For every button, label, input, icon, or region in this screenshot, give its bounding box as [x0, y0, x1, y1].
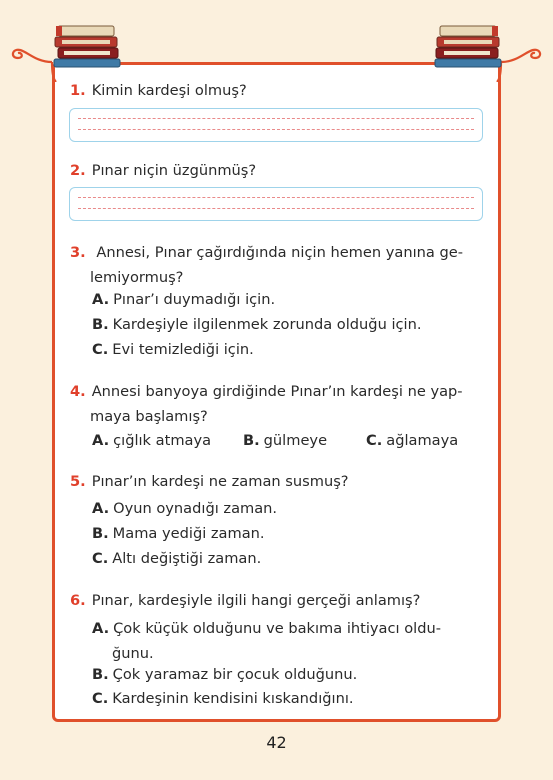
question-text-cont: lemiyormuş?	[90, 269, 184, 286]
question-text-cont: maya başlamış?	[90, 408, 208, 425]
question-text: Kimin kardeşi olmuş?	[91, 82, 247, 99]
option-4c[interactable]	[366, 428, 458, 453]
question-number: 5.	[70, 473, 86, 490]
option-6a[interactable]	[92, 616, 482, 666]
option-5b[interactable]	[92, 521, 265, 546]
option-letter: A.	[92, 500, 110, 517]
option-text: Oyun oynadığı zaman.	[113, 500, 278, 517]
option-letter: B.	[243, 432, 260, 449]
page-number: 42	[266, 733, 287, 752]
option-6b[interactable]	[92, 662, 357, 687]
question-number: 6.	[70, 592, 86, 609]
option-letter: C.	[366, 432, 383, 449]
question-1	[70, 78, 490, 103]
option-5c[interactable]	[92, 546, 261, 571]
question-number: 3.	[70, 244, 86, 261]
option-letter: C.	[92, 341, 109, 358]
option-text: Evi temizlediği için.	[112, 341, 254, 358]
option-text: gülmeye	[263, 432, 328, 449]
question-text: Pınar, kardeşiyle ilgili hangi gerçeği anlamış?	[91, 592, 421, 609]
option-text: Pınar’ı duymadığı için.	[113, 291, 276, 308]
question-6	[70, 588, 490, 613]
book-stack-icon	[432, 22, 504, 68]
option-letter: B.	[92, 316, 109, 333]
option-text: çığlık atmaya	[113, 432, 212, 449]
option-letter: C.	[92, 550, 109, 567]
question-number: 2.	[70, 162, 86, 179]
option-text: ağlamaya	[386, 432, 459, 449]
option-letter: B.	[92, 525, 109, 542]
question-3	[70, 240, 490, 290]
question-text: Pınar niçin üzgünmüş?	[91, 162, 257, 179]
option-3b[interactable]	[92, 312, 421, 337]
option-4a[interactable]	[92, 428, 211, 453]
option-text: Kardeşinin kendisini kıskandığını.	[112, 690, 354, 707]
question-5	[70, 469, 490, 494]
option-4b[interactable]	[243, 428, 327, 453]
question-text: Annesi, Pınar çağırdığında niçin hemen yanına ge-	[91, 244, 463, 261]
option-3c[interactable]	[92, 337, 254, 362]
question-4	[70, 379, 490, 429]
question-text: Annesi banyoya girdiğinde Pınar’ın kardeşi ne yap-	[91, 383, 463, 400]
option-text-cont: ğunu.	[112, 645, 154, 662]
option-text: Çok yaramaz bir çocuk olduğunu.	[112, 666, 358, 683]
question-number: 4.	[70, 383, 86, 400]
option-text: Kardeşiyle ilgilenmek zorunda olduğu için.	[112, 316, 422, 333]
option-letter: A.	[92, 620, 110, 637]
option-5a[interactable]	[92, 496, 277, 521]
question-text: Pınar’ın kardeşi ne zaman susmuş?	[91, 473, 349, 490]
option-letter: A.	[92, 432, 110, 449]
option-6c[interactable]	[92, 686, 354, 711]
question-number: 1.	[70, 82, 86, 99]
option-text: Çok küçük olduğunu ve bakıma ihtiyacı oldu-	[113, 620, 441, 637]
book-stack-icon	[52, 22, 124, 68]
option-text: Mama yediği zaman.	[112, 525, 265, 542]
answer-field-2[interactable]	[69, 187, 483, 221]
option-letter: B.	[92, 666, 109, 683]
option-3a[interactable]	[92, 287, 275, 312]
question-2	[70, 158, 490, 183]
option-text: Altı değiştiği zaman.	[112, 550, 262, 567]
answer-field-1[interactable]	[69, 108, 483, 142]
option-letter: C.	[92, 690, 109, 707]
option-letter: A.	[92, 291, 110, 308]
